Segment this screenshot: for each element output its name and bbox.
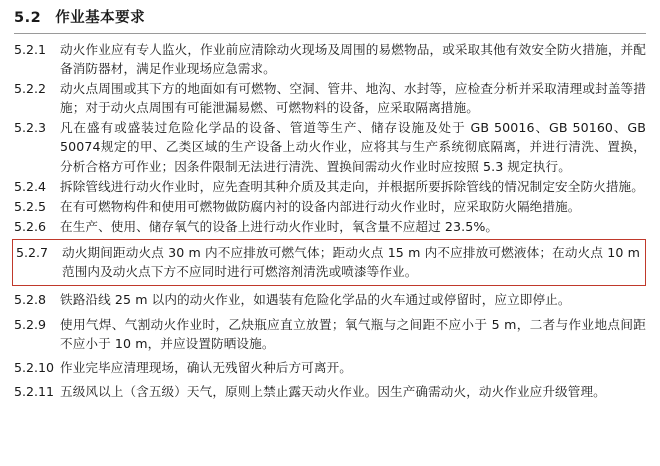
clause-text: 凡在盛有或盛装过危险化学品的设备、管道等生产、储存设施及处于 GB 50016、GB 50160、GB 50074规定的甲、乙类区域的生产设备上动火作业，应将其与生产系统彻底隔离，并进行清洗、置换，分析合格方可作业；因条件限制无法进行清洗、置换间需动火作业时应按照 5.3 规定执行。 xyxy=(60,120,646,174)
section-heading xyxy=(14,8,646,30)
clause-number: 5.2.7 xyxy=(16,245,49,261)
clause-text: 铁路沿线 25 m 以内的动火作业，如遇装有危险化学品的火车通过或停留时，应立即停止。 xyxy=(60,292,571,308)
clause-text: 动火作业应有专人监火，作业前应清除动火现场及周围的易燃物品，或采取其他有效安全防火措施，并配备消防器材，满足作业现场应急需求。 xyxy=(60,41,646,76)
clause-5-2-10 xyxy=(14,358,646,377)
clause-number: 5.2.9 xyxy=(14,316,47,332)
clause-text: 动火点周围或其下方的地面如有可燃物、空洞、管井、地沟、水封等，应检查分析并采取清理或封盖等措施；对于动火点周围有可能泄漏易燃、可燃物料的设备，应采取隔离措施。 xyxy=(60,81,646,116)
clause-5-2-6 xyxy=(14,217,646,236)
clause-number: 5.2.3 xyxy=(14,120,47,136)
clause-number: 5.2.11 xyxy=(14,384,55,399)
clause-number: 5.2.8 xyxy=(14,292,47,308)
clause-5-2-2 xyxy=(14,79,646,117)
clause-text: 拆除管线进行动火作业时，应先查明其种介质及其走向，并根据所要拆除管线的情况制定安全防火措施。 xyxy=(60,178,644,194)
clause-text: 在生产、使用、储存氧气的设备上进行动火作业时，氧含量不应超过 23.5%。 xyxy=(60,219,499,235)
clause-text: 在有可燃物构件和使用可燃物做防腐内衬的设备内部进行动火作业时，应采取防火隔绝措施。 xyxy=(60,198,581,214)
section-number: 5.2 xyxy=(14,10,42,26)
highlighted-clause-box xyxy=(12,239,646,286)
clause-5-2-3 xyxy=(14,118,646,175)
clause-text: 动火期间距动火点 30 m 内不应排放可燃气体；距动火点 15 m 内不应排放可燃液体；在动火点 10 m 范围内及动火点下方不应同时进行可燃溶剂清洗或喷漆等作业。 xyxy=(62,245,640,280)
clause-number: 5.2.1 xyxy=(14,41,47,57)
heading-divider xyxy=(14,33,646,34)
clause-5-2-5 xyxy=(14,197,646,216)
clause-text: 五级风以上（含五级）天气，原则上禁止露天动火作业。因生产确需动火，动火作业应升级管理。 xyxy=(60,384,606,399)
clause-5-2-9 xyxy=(14,315,646,353)
clause-5-2-1 xyxy=(14,40,646,78)
clause-5-2-8 xyxy=(14,290,646,309)
clause-number: 5.2.10 xyxy=(14,359,55,375)
clause-5-2-4 xyxy=(14,177,646,196)
clause-number: 5.2.2 xyxy=(14,81,47,97)
clause-text: 使用气焊、气割动火作业时，乙炔瓶应直立放置；氧气瓶与之间距不应小于 5 m，二者与作业地点间距不应小于 10 m，并应设置防晒设施。 xyxy=(60,316,646,351)
clause-number: 5.2.5 xyxy=(14,198,47,214)
clause-5-2-11 xyxy=(14,382,646,401)
clause-number: 5.2.6 xyxy=(14,219,47,235)
clause-number: 5.2.4 xyxy=(14,178,47,194)
clause-5-2-7 xyxy=(16,243,640,281)
section-title-text: 作业基本要求 xyxy=(55,10,146,26)
clause-text: 作业完毕应清理现场，确认无残留火种后方可离开。 xyxy=(60,359,352,375)
